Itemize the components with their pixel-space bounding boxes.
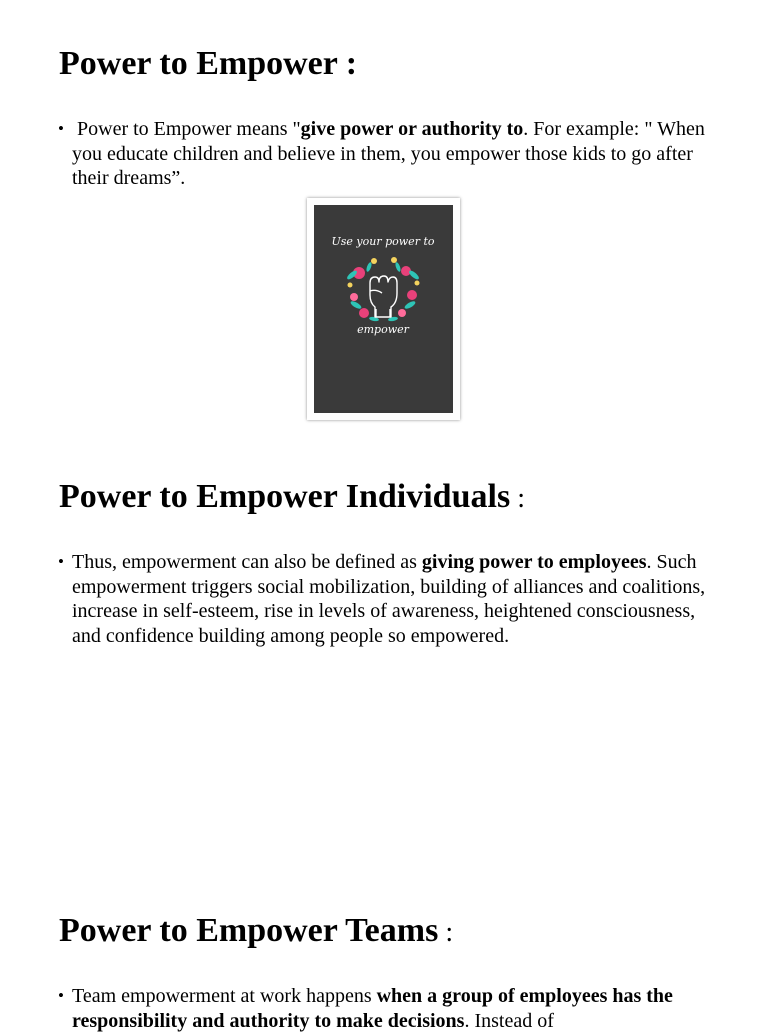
paragraph-bold: when a group of employees has the responsibility and authority to make decisions	[72, 985, 673, 1032]
flower-wreath-icon	[346, 257, 420, 322]
bullet-icon: •	[58, 986, 64, 1005]
paragraph-tail: . Instead of	[464, 1009, 554, 1032]
bullet-paragraph-individuals	[58, 550, 708, 648]
poster-background	[314, 205, 453, 413]
paragraph-lead: Power to Empower means "	[77, 118, 301, 140]
paragraph-bold: giving power to employees	[421, 551, 647, 573]
section-title-text: Power to Empower Teams	[59, 912, 439, 949]
bullet-paragraph-teams	[58, 984, 708, 1033]
bullet-paragraph-definition	[58, 117, 708, 191]
poster-line2: empower	[357, 323, 409, 336]
poster-line1: Use your power to	[331, 235, 435, 248]
paragraph-text	[58, 117, 708, 191]
paragraph-text	[58, 984, 708, 1033]
raised-fist-icon	[370, 276, 397, 317]
section-title-teams	[59, 911, 453, 953]
paragraph-text	[58, 550, 708, 648]
section-title-individuals	[59, 477, 525, 519]
section-title-power-to-empower	[59, 44, 357, 84]
bullet-icon: •	[58, 552, 64, 571]
paragraph-lead: Team empowerment at work happens	[72, 985, 377, 1007]
section-title-text: Power to Empower :	[59, 45, 358, 82]
paragraph-tail: . Such empowerment triggers social mobilization, building of alliances and coalitions, increase in self-esteem, rise in levels of awareness, heightened consciousness, and confidence building among people so empowered.	[72, 551, 706, 647]
section-title-text: Power to Empower Individuals	[59, 478, 511, 515]
bullet-icon: •	[58, 119, 64, 138]
poster-artwork	[314, 205, 453, 413]
empower-poster-image	[307, 198, 460, 420]
section-title-suffix: :	[438, 917, 454, 948]
paragraph-lead: Thus, empowerment can also be defined as	[72, 551, 422, 573]
paragraph-bold: give power or authority to	[300, 118, 524, 140]
section-title-suffix: :	[510, 483, 525, 514]
paragraph-tail: . For example: " When you educate children and believe in them, you empower those kids to go after their dreams”.	[72, 118, 705, 189]
